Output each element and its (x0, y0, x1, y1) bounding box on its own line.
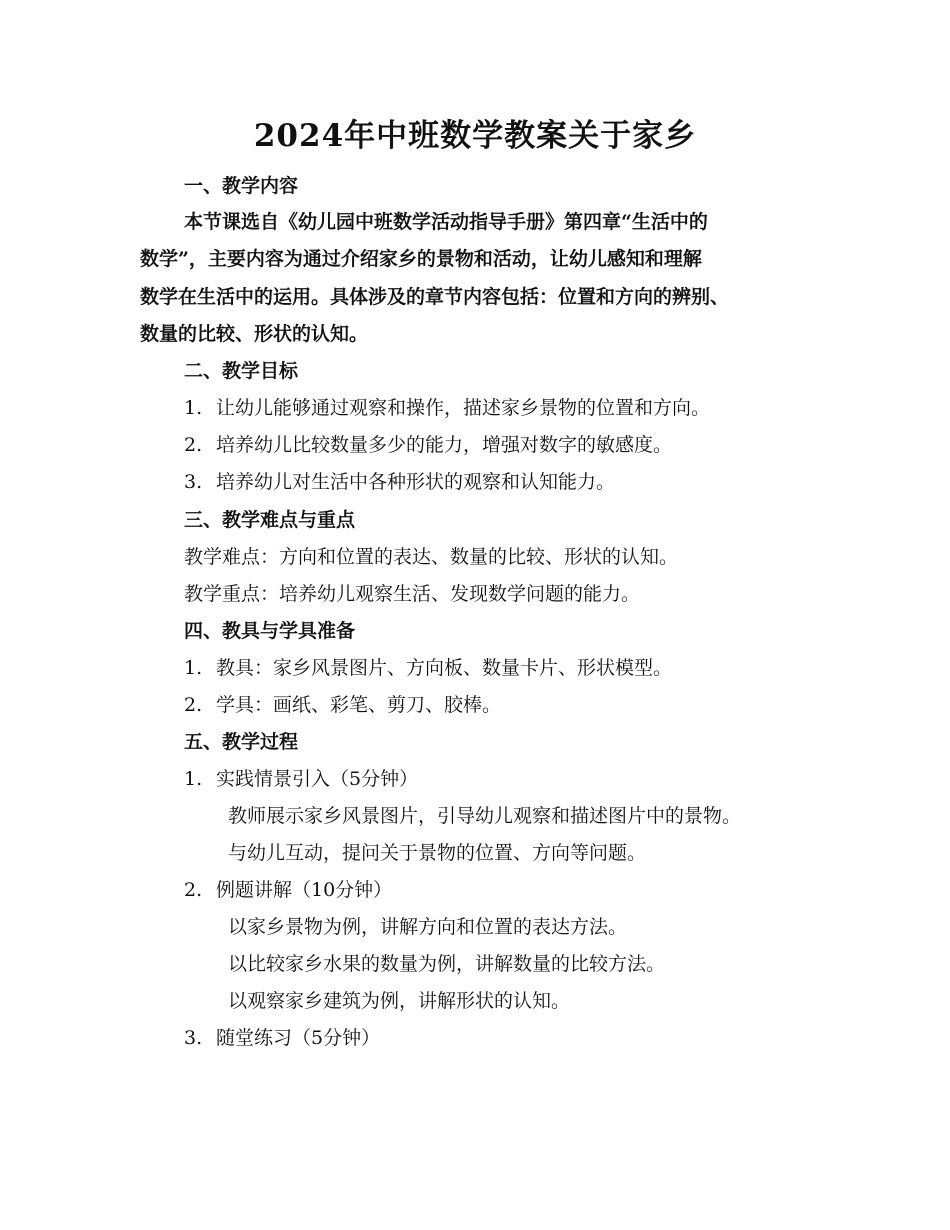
document-title: 2024年中班数学教案关于家乡 (253, 118, 697, 154)
material-number: 1. (184, 657, 203, 679)
content-paragraph-line-3: 数学在生活中的运用。具体涉及的章节内容包括：位置和方向的辨别、 (140, 286, 730, 308)
section-heading-difficulties: 三、教学难点与重点 (184, 509, 356, 531)
goal-text: 培养幼儿对生活中各种形状的观察和认知能力。 (216, 471, 616, 493)
step-1-detail-2: 与幼儿互动，提问关于景物的位置、方向等问题。 (228, 842, 647, 864)
process-step-2 (184, 877, 392, 903)
content-paragraph-line-4: 数量的比较、形状的认知。 (140, 323, 369, 345)
section-heading-materials: 四、教具与学具准备 (184, 620, 356, 642)
step-2-detail-3: 以观察家乡建筑为例，讲解形状的认知。 (228, 990, 571, 1012)
goal-number: 1. (184, 397, 203, 419)
material-item-2 (184, 692, 501, 718)
step-number: 3. (184, 1027, 203, 1049)
material-item-1 (184, 655, 672, 681)
goal-item-2 (184, 432, 672, 458)
step-number: 2. (184, 879, 203, 901)
step-text: 例题讲解（10分钟） (216, 879, 393, 901)
step-2-detail-1: 以家乡景物为例，讲解方向和位置的表达方法。 (228, 916, 628, 938)
step-1-detail-1: 教师展示家乡风景图片，引导幼儿观察和描述图片中的景物。 (228, 805, 742, 827)
step-number: 1. (184, 768, 203, 790)
key-point-line: 教学重点：培养幼儿观察生活、发现数学问题的能力。 (184, 583, 641, 605)
material-number: 2. (184, 694, 203, 716)
goal-item-3 (184, 469, 615, 495)
goal-text: 培养幼儿比较数量多少的能力，增强对数字的敏感度。 (216, 434, 673, 456)
difficulty-line: 教学难点：方向和位置的表达、数量的比较、形状的认知。 (184, 546, 679, 568)
process-step-3 (184, 1025, 380, 1051)
material-text: 教具：家乡风景图片、方向板、数量卡片、形状模型。 (216, 657, 673, 679)
content-paragraph-line-2: 数学”，主要内容为通过介绍家乡的景物和活动，让幼儿感知和理解 (140, 248, 702, 270)
goal-text: 让幼儿能够通过观察和操作，描述家乡景物的位置和方向。 (216, 397, 711, 419)
step-2-detail-2: 以比较家乡水果的数量为例，讲解数量的比较方法。 (228, 953, 666, 975)
content-paragraph-line-1: 本节课选自《幼儿园中班数学活动指导手册》第四章“生活中的 (184, 211, 708, 233)
step-text: 实践情景引入（5分钟） (216, 768, 419, 790)
section-heading-goals: 二、教学目标 (184, 360, 299, 382)
step-text: 随堂练习（5分钟） (216, 1027, 381, 1049)
goal-number: 2. (184, 434, 203, 456)
material-text: 学具：画纸、彩笔、剪刀、胶棒。 (216, 694, 502, 716)
section-heading-content: 一、教学内容 (184, 175, 299, 197)
goal-number: 3. (184, 471, 203, 493)
goal-item-1 (184, 395, 710, 421)
section-heading-process: 五、教学过程 (184, 731, 299, 753)
process-step-1 (184, 766, 418, 792)
